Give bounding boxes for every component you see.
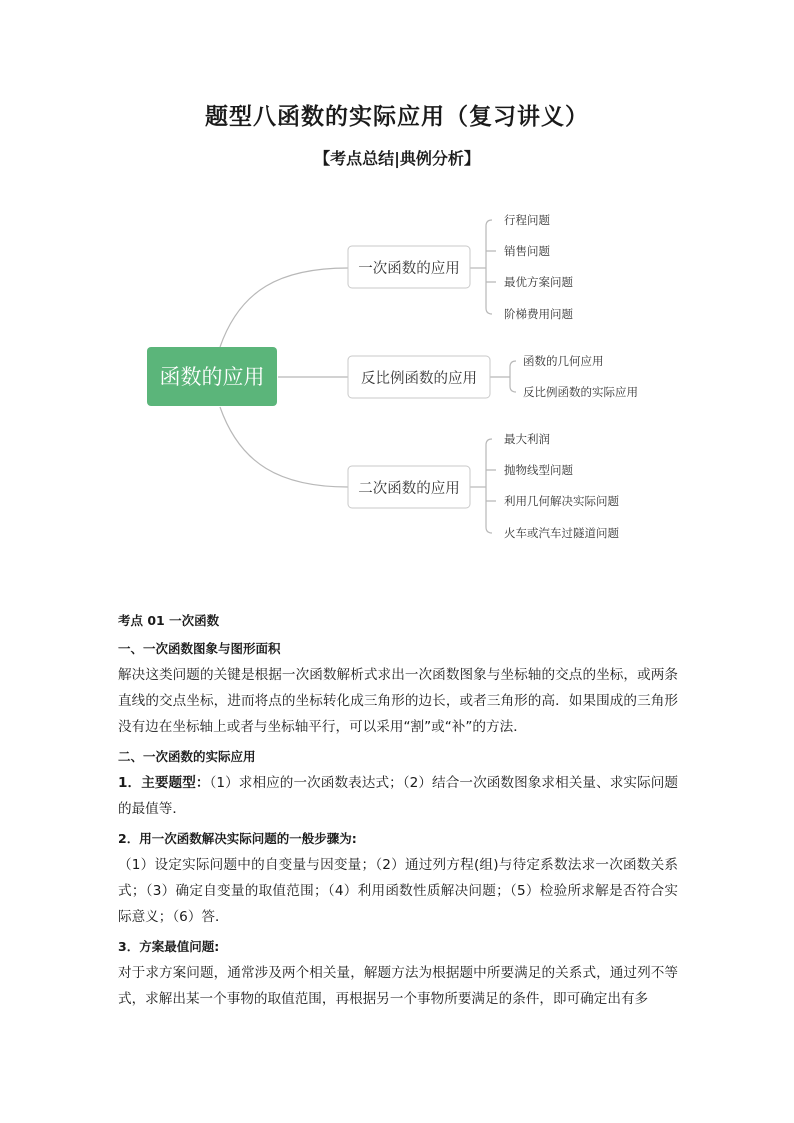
- mindmap-root-node: [147, 347, 277, 406]
- root-label: 函数的应用: [159, 365, 265, 389]
- item-2-text: （1）设定实际问题中的自变量与因变量；（2）通过列方程(组)与待定系数法求一次函数关系式；（3）确定自变量的取值范围；（4）利用函数性质解决问题；（5）检验所求解是否符合实际意义；（6）答．: [118, 857, 678, 925]
- connector-branch-3: [220, 407, 348, 487]
- item-3-label: 3．方案最值问题:: [118, 939, 220, 954]
- branch-1-label: 一次函数的应用: [358, 261, 460, 277]
- leaf-item: 最大利润: [504, 432, 550, 446]
- connector-branch-1: [220, 268, 348, 347]
- item-2-label: 2．用一次函数解决实际问题的一般步骤为:: [118, 831, 357, 846]
- page-title: 题型八函数的实际应用（复习讲义）: [205, 104, 589, 130]
- branch-2-bracket: [510, 361, 516, 392]
- branch-2-label: 反比例函数的应用: [361, 371, 477, 387]
- branch-3-bracket: [486, 439, 492, 533]
- document-body: [118, 608, 678, 1012]
- mindmap-branch-2: [348, 356, 490, 398]
- page-subtitle: 【考点总结|典例分析】: [314, 149, 480, 168]
- item-3-text: 对于求方案问题，通常涉及两个相关量，解题方法为根据题中所要满足的关系式，通过列不等式，求解出某一个事物的取值范围，再根据另一个事物所要满足的条件，即可确定出有多: [118, 965, 678, 1007]
- heading-2: 二、一次函数的实际应用: [118, 749, 256, 764]
- leaf-item: 火车或汽车过隧道问题: [504, 526, 619, 540]
- item-1-label: 1．主要题型：: [118, 775, 210, 791]
- item-1-text: （1）求相应的一次函数表达式；（2）结合一次函数图象求相关量、求实际问题的最值等．: [118, 775, 678, 817]
- mindmap-branch-1: [348, 246, 470, 288]
- section-heading: 考点 01 一次函数: [118, 613, 220, 628]
- branch-1-ticks: [486, 251, 496, 282]
- mindmap-diagram: [0, 190, 794, 570]
- leaf-item: 阶梯费用问题: [504, 307, 573, 321]
- leaf-item: 反比例函数的实际应用: [523, 385, 638, 399]
- branch-3-label: 二次函数的应用: [358, 481, 460, 497]
- branch-3-ticks: [486, 470, 496, 501]
- leaf-item: 利用几何解决实际问题: [504, 494, 619, 508]
- paragraph-1: 解决这类问题的关键是根据一次函数解析式求出一次函数图象与坐标轴的交点的坐标，或两条直线的交点坐标，进而将点的坐标转化成三角形的边长，或者三角形的高．如果围成的三角形没有边在坐标轴上或者与坐标轴平行，可以采用“割”或“补”的方法．: [118, 667, 678, 735]
- leaf-item: 行程问题: [504, 213, 550, 227]
- mindmap-branch-3: [348, 466, 470, 508]
- leaf-item: 函数的几何应用: [523, 354, 604, 368]
- branch-1-bracket: [486, 220, 492, 314]
- leaf-item: 最优方案问题: [504, 275, 573, 289]
- heading-1: 一、一次函数图象与图形面积: [118, 641, 281, 656]
- leaf-item: 抛物线型问题: [504, 463, 573, 477]
- leaf-item: 销售问题: [504, 244, 550, 258]
- item-1: [118, 770, 678, 822]
